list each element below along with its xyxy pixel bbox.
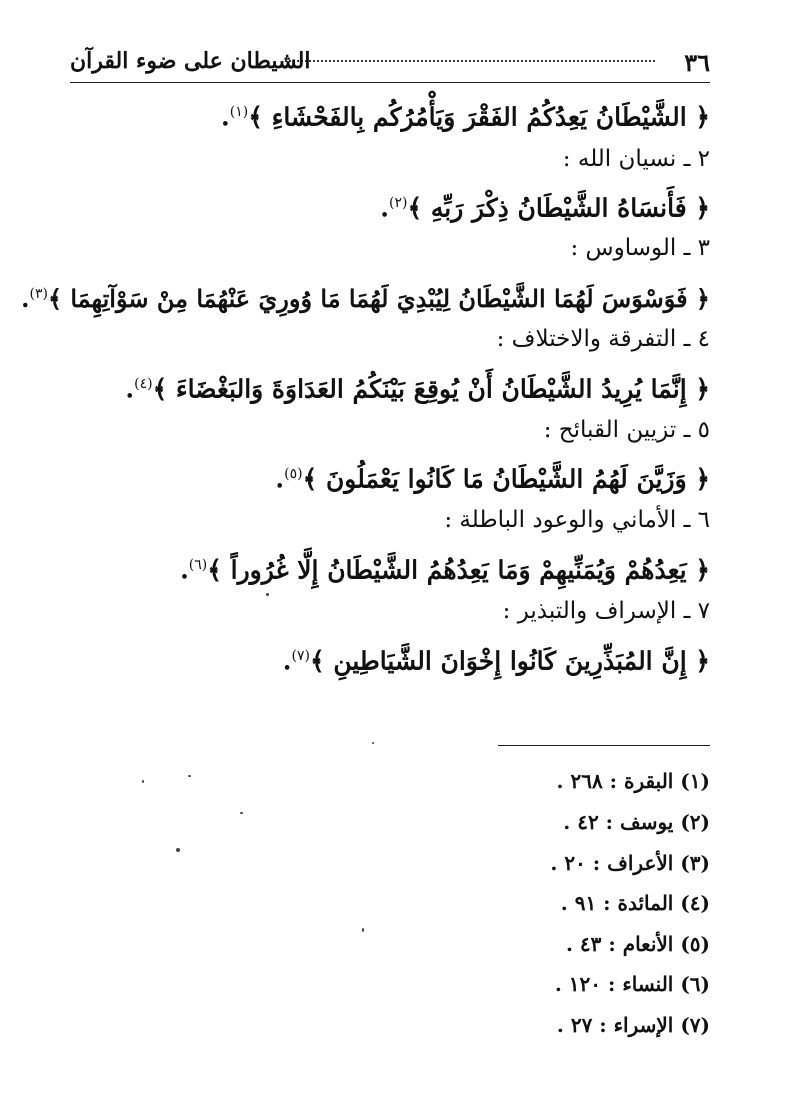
footnote-item: (٧) الإسراء : ٢٧ . [556,1013,710,1037]
verse-end: . [282,646,292,676]
footnote-item: (٦) النساء : ١٢٠ . [554,972,710,996]
footnote-item: (١) البقرة : ٢٦٨ . [556,769,710,793]
footnote-ref: (٥) [284,466,303,482]
scan-speck [362,928,364,932]
footnote-ref: (٧) [291,648,310,664]
footnote-ref: (٣) [29,286,48,302]
verse-text: ﴿ الشَّيْطَانُ يَعِدُكُمُ الفَقْرَ وَيَأْمُرُكُم بِالفَحْشَاءِ ﴾ [248,102,710,132]
verse-line [21,272,710,321]
footnote-ref: (٢) [389,195,408,211]
heading-text: ٥ ـ تزيين القبائح : [543,417,710,443]
footnote-ref: (٦) [188,557,208,573]
running-title: الشيطان على ضوء القرآن [70,48,311,74]
footnote-item: (٥) الأنعام : ٤٣ . [565,932,710,956]
heading-text: ٤ ـ التفرقة والاختلاف : [496,326,710,352]
footnote-item: (٤) المائدة : ٩١ . [560,891,710,915]
page-header [70,46,710,83]
verse-line [380,181,710,230]
heading-text: ٣ ـ الوساوس : [570,235,710,261]
heading-text: ٦ ـ الأماني والوعود الباطلة : [444,507,710,533]
scan-speck [188,775,191,777]
verse-end: . [125,374,135,404]
verse-end: . [380,193,390,223]
footnote-ref: (١) [229,104,249,120]
footnote-separator [498,745,710,746]
footnote-ref: (٤) [134,376,153,392]
footnote-item: (٣) الأعراف : ٢٠ . [550,851,710,875]
section-heading [544,408,710,452]
verse-end: . [221,102,230,132]
section-heading [570,226,710,270]
scan-speck [372,742,374,744]
verse-end: . [180,555,189,585]
verse-text: ﴿ فَوَسْوَسَ لَهُمَا الشَّيْطَانُ لِيُبْدِيَ لَهُمَا مَا وُورِيَ عَنْهُمَا مِنْ سَوْآتِهِمَا ﴾ [47,284,710,313]
verse-text: ﴿ يَعِدُهُمْ وَيُمَنِّيهِمْ وَمَا يَعِدُهُمُ الشَّيْطَانُ إِلَّا غُرُوراً ﴾ [207,555,710,585]
page-number: ٣٦ [684,48,710,77]
verse-text: ﴿ وَزَيَّنَ لَهُمُ الشَّيْطَانُ مَا كَانُوا يَعْمَلُونَ ﴾ [302,464,710,494]
verse-line [221,90,710,139]
verse-line [180,543,710,592]
verse-line [275,452,710,501]
section-heading [503,589,710,633]
verse-line [125,362,710,411]
verse-text: ﴿ فَأَنسَاهُ الشَّيْطَانُ ذِكْرَ رَبِّهِ ﴾ [407,193,710,223]
verse-line [283,634,710,683]
footnote-item: (٢) يوسف : ٤٢ . [563,810,710,834]
scan-speck [266,593,269,596]
scan-speck [176,848,180,852]
verse-end: . [275,464,285,494]
scan-speck [240,812,243,814]
section-heading [497,317,710,361]
verse-text: ﴿ إِنَّ المُبَذِّرِينَ كَانُوا إِخْوَانَ الشَّيَاطِينِ ﴾ [309,646,710,676]
section-heading [563,137,710,181]
verse-end: . [21,284,30,313]
section-heading [444,498,710,542]
heading-text: ٢ ـ نسيان الله : [562,146,710,172]
verse-text: ﴿ إِنَّمَا يُرِيدُ الشَّيْطَانُ أَنْ يُوقِعَ بَيْنَكُمُ العَدَاوَةَ وَالبَغْضَاءَ ﴾ [152,374,710,404]
scan-speck [142,780,144,783]
dotted-leader [285,60,655,62]
heading-text: ٧ ـ الإسراف والتبذير : [502,598,710,624]
